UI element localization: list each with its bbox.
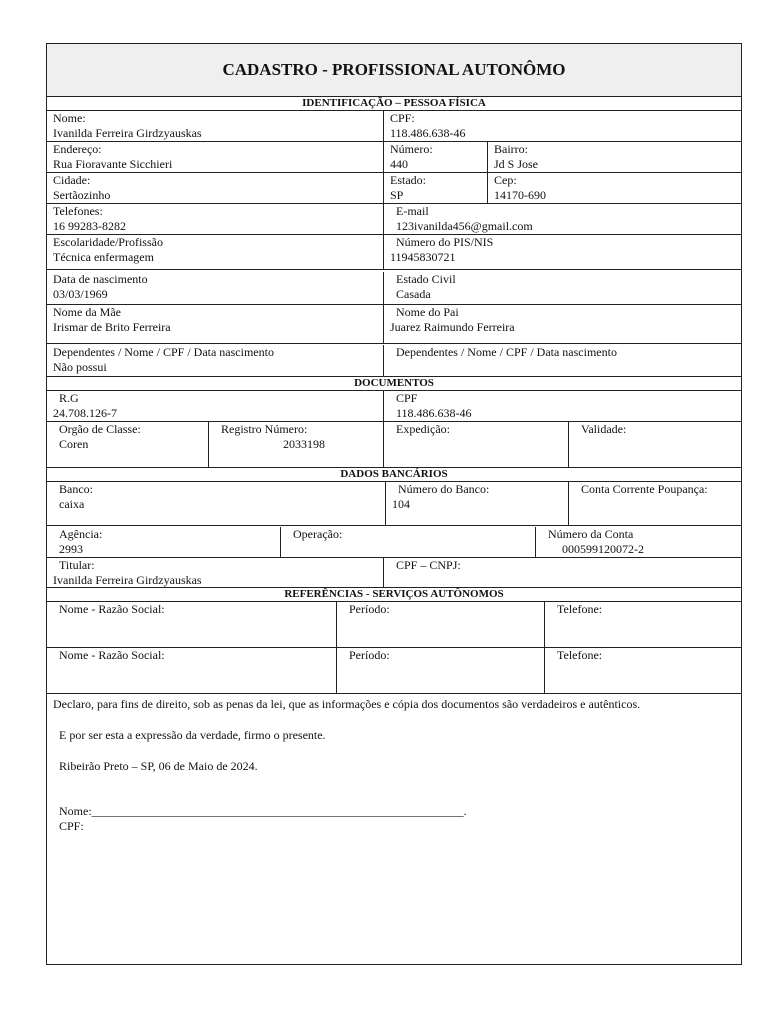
field-email — [383, 204, 741, 234]
value-rg: 24.708.126-7 — [53, 406, 117, 420]
label-estado: Estado: — [390, 173, 426, 187]
declaration-truth: E por ser esta a expressão da verdade, firmo o presente. — [59, 728, 326, 742]
field-dependentes-1 — [47, 345, 383, 376]
form-title: CADASTRO - PROFISSIONAL AUTONÔMO — [47, 44, 741, 97]
value-numero-conta: 000599120072-2 — [562, 542, 644, 556]
field-numero-banco — [385, 482, 568, 525]
row-orgao — [47, 422, 741, 468]
label-pai: Nome do Pai — [396, 305, 459, 319]
field-ref1-periodo — [336, 602, 544, 647]
label-registro: Registro Número: — [221, 422, 308, 436]
field-pis — [383, 235, 741, 269]
label-validade: Validade: — [581, 422, 627, 436]
field-validade — [568, 422, 741, 467]
label-ref1-periodo: Período: — [349, 602, 390, 616]
label-dependentes-2: Dependentes / Nome / CPF / Data nascimento — [396, 345, 617, 359]
registration-form — [46, 43, 742, 965]
field-ref2-telefone — [544, 648, 741, 693]
row-escolaridade — [47, 235, 741, 270]
value-orgao: Coren — [59, 437, 89, 451]
declaration-text: Declaro, para fins de direito, sob as penas da lei, que as informações e cópia dos documentos são verdadeiros e autênticos. — [53, 697, 641, 711]
field-ref1-nome — [47, 602, 336, 647]
value-registro: 2033198 — [283, 437, 325, 451]
value-banco: caixa — [59, 497, 85, 511]
value-pis: 11945830721 — [390, 250, 456, 264]
value-estado: SP — [390, 188, 404, 202]
label-email: E-mail — [396, 204, 429, 218]
label-nascimento: Data de nascimento — [53, 272, 148, 286]
label-ref1-telefone: Telefone: — [557, 602, 603, 616]
field-numero — [383, 142, 487, 172]
label-estado-civil: Estado Civil — [396, 272, 456, 286]
value-cpf: 118.486.638-46 — [390, 126, 466, 140]
value-dependentes-1: Não possui — [53, 360, 107, 374]
signature-cpf-line: CPF: — [59, 819, 84, 833]
field-cidade — [47, 173, 383, 203]
section-referencias: REFERÊNCIAS - SERVIÇOS AUTÔNOMOS — [47, 588, 741, 602]
declaration-place-date: Ribeirão Preto – SP, 06 de Maio de 2024. — [59, 759, 258, 773]
label-dependentes-1: Dependentes / Nome / CPF / Data nascimento — [53, 345, 274, 359]
label-titular: Titular: — [59, 558, 95, 572]
label-doc-cpf: CPF — [396, 391, 418, 405]
label-bairro: Bairro: — [494, 142, 528, 156]
label-conta-tipo: Conta Corrente Poupança: — [581, 482, 708, 496]
value-cep: 14170-690 — [494, 188, 546, 202]
label-ref1-nome: Nome - Razão Social: — [59, 602, 165, 616]
row-agencia — [47, 526, 741, 558]
field-ref1-telefone — [544, 602, 741, 647]
row-cidade — [47, 173, 741, 204]
field-doc-cpf — [383, 391, 741, 421]
row-nome-cpf — [47, 111, 741, 142]
value-email: 123ivanilda456@gmail.com — [396, 219, 533, 233]
field-rg — [47, 391, 383, 421]
row-nascimento — [47, 270, 741, 305]
row-banco — [47, 482, 741, 526]
field-estado-civil — [383, 272, 741, 304]
signature-name-line: Nome:______________________________________________________________. — [59, 804, 467, 818]
field-mae — [47, 305, 383, 343]
row-referencia-2 — [47, 648, 741, 694]
section-documentos: DOCUMENTOS — [47, 377, 741, 391]
label-agencia: Agência: — [59, 527, 103, 541]
field-ref2-nome — [47, 648, 336, 693]
section-identificacao: IDENTIFICAÇÃO – PESSOA FÍSICA — [47, 97, 741, 111]
field-banco — [47, 482, 385, 525]
field-endereco — [47, 142, 383, 172]
field-telefones — [47, 204, 383, 234]
field-cpf-cnpj — [383, 558, 741, 587]
label-telefones: Telefones: — [53, 204, 103, 218]
field-cep — [487, 173, 741, 203]
label-numero-conta: Número da Conta — [548, 527, 634, 541]
value-nome: Ivanilda Ferreira Girdzyauskas — [53, 126, 202, 140]
value-nascimento: 03/03/1969 — [53, 287, 108, 301]
field-nome — [47, 111, 383, 141]
label-mae: Nome da Mãe — [53, 305, 121, 319]
field-ref2-periodo — [336, 648, 544, 693]
value-pai: Juarez Raimundo Ferreira — [390, 320, 515, 334]
declaration-block — [47, 694, 741, 837]
field-pai — [383, 305, 741, 343]
field-operacao — [280, 527, 535, 557]
label-cpf-cnpj: CPF – CNPJ: — [396, 558, 461, 572]
field-cpf — [383, 111, 741, 141]
label-nome: Nome: — [53, 111, 86, 125]
row-pais — [47, 305, 741, 344]
value-mae: Irismar de Brito Ferreira — [53, 320, 171, 334]
label-orgao: Orgão de Classe: — [59, 422, 141, 436]
field-expedicao — [383, 422, 568, 467]
label-numero-banco: Número do Banco: — [398, 482, 490, 496]
label-rg: R.G — [59, 391, 79, 405]
row-rg-cpf — [47, 391, 741, 422]
value-telefones: 16 99283-8282 — [53, 219, 126, 233]
value-doc-cpf: 118.486.638-46 — [396, 406, 472, 420]
value-numero-banco: 104 — [392, 497, 410, 511]
value-numero: 440 — [390, 157, 408, 171]
field-orgao — [47, 422, 208, 467]
row-endereco — [47, 142, 741, 173]
label-banco: Banco: — [59, 482, 93, 496]
label-expedicao: Expedição: — [396, 422, 450, 436]
field-agencia — [47, 527, 280, 557]
row-referencia-1 — [47, 602, 741, 648]
value-bairro: Jd S Jose — [494, 157, 539, 171]
value-escolaridade: Técnica enfermagem — [53, 250, 154, 264]
field-titular — [47, 558, 383, 587]
row-dependentes — [47, 344, 741, 377]
value-cidade: Sertãozinho — [53, 188, 111, 202]
label-ref2-periodo: Período: — [349, 648, 390, 662]
label-ref2-nome: Nome - Razão Social: — [59, 648, 165, 662]
label-ref2-telefone: Telefone: — [557, 648, 603, 662]
value-endereco: Rua Fioravante Sicchieri — [53, 157, 173, 171]
value-agencia: 2993 — [59, 542, 83, 556]
label-numero: Número: — [390, 142, 433, 156]
field-bairro — [487, 142, 741, 172]
field-registro — [208, 422, 383, 467]
value-titular: Ivanilda Ferreira Girdzyauskas — [53, 573, 202, 587]
label-endereco: Endereço: — [53, 142, 102, 156]
field-nascimento — [47, 272, 383, 304]
field-estado — [383, 173, 487, 203]
field-escolaridade — [47, 235, 383, 269]
label-cidade: Cidade: — [53, 173, 91, 187]
value-estado-civil: Casada — [396, 287, 431, 301]
field-dependentes-2 — [383, 345, 741, 376]
label-cep: Cep: — [494, 173, 517, 187]
row-titular — [47, 558, 741, 588]
label-operacao: Operação: — [293, 527, 343, 541]
label-escolaridade: Escolaridade/Profissão — [53, 235, 163, 249]
section-dados-bancarios: DADOS BANCÁRIOS — [47, 468, 741, 482]
row-telefones — [47, 204, 741, 235]
label-cpf: CPF: — [390, 111, 415, 125]
field-numero-conta — [535, 527, 741, 557]
label-pis: Número do PIS/NIS — [396, 235, 494, 249]
field-conta-tipo — [568, 482, 741, 525]
